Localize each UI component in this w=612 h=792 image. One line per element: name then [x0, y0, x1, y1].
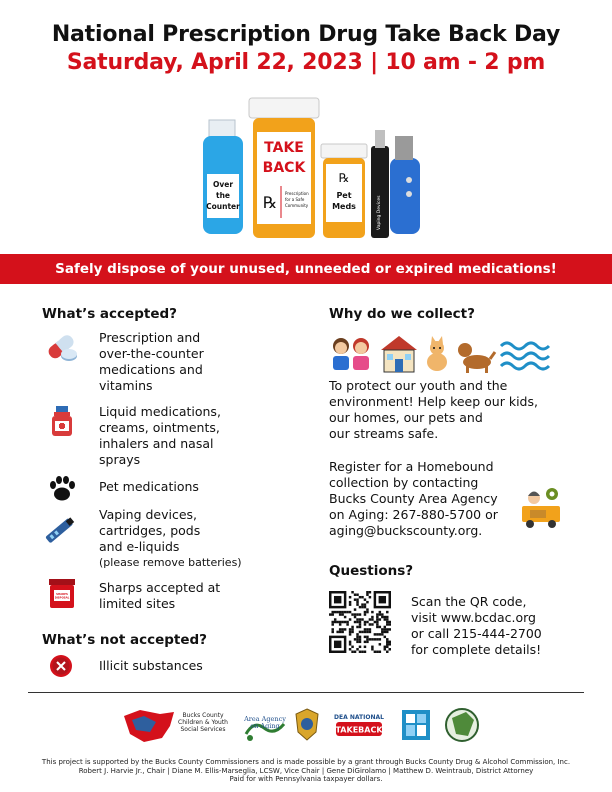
svg-text:℞: ℞ — [262, 193, 278, 212]
kids-icon — [333, 338, 369, 370]
why-text: To protect our youth and the environment! Help keep our kids, our homes, our pets and our streams safe. — [329, 378, 538, 441]
accepted-heading: What’s accepted? — [42, 306, 177, 322]
not-accepted-item-illicit: Illicit substances — [99, 658, 203, 673]
footer-credits: This project is supported by the Bucks County Commissioners and is made possible by a grant through Bucks County Drug & Alcohol Commission, Inc. Robert J. Harvie Jr., Chair | Diane M. Ellis-Marseglia, LCSW, Vice Chair | Gene DiGirolamo | Matthew D. Weintraub, District Attorney Paid for with Pennsylvania taxpayer dollars. — [41, 758, 571, 783]
accepted-item-pet: Pet medications — [99, 479, 199, 494]
bcdac-logo — [400, 708, 432, 742]
pill-capsule-icon — [45, 330, 79, 364]
questions-heading: Questions? — [329, 563, 414, 579]
no-x-circle-icon — [48, 653, 74, 679]
svg-text:Meds: Meds — [332, 202, 356, 211]
liquid-medicine-bottle-icon — [45, 404, 79, 438]
why-heading: Why do we collect? — [329, 306, 475, 322]
svg-text:Pet: Pet — [336, 191, 352, 200]
accepted-item-sharps: Sharps accepted at limited sites — [99, 580, 221, 611]
event-date-time: Saturday, April 22, 2023 | 10 am - 2 pm — [66, 50, 546, 75]
paw-print-icon — [45, 472, 79, 506]
dea-logo-word: DEA NATIONAL — [334, 714, 384, 721]
county-seal-logo — [444, 706, 480, 744]
bucks-county-map-logo — [120, 708, 178, 744]
dea-takeback-logo — [332, 708, 386, 742]
police-badge-logo — [294, 708, 320, 742]
svg-text:the: the — [215, 191, 231, 200]
dog-icon — [458, 343, 495, 373]
footer-divider — [28, 692, 584, 693]
svg-text:Community: Community — [285, 203, 309, 208]
bucks-cys-logo-text: Bucks County Children & Youth Social Services — [178, 712, 228, 733]
why-icons-row — [329, 332, 554, 374]
otc-bottle-icon — [203, 120, 243, 234]
accepted-item-rx: Prescription and over-the-counter medications and vitamins — [99, 330, 204, 393]
cat-icon — [427, 336, 447, 371]
disposal-banner: Safely dispose of your unused, unneeded or expired medications! — [0, 254, 612, 284]
otc-label-line: Over — [212, 180, 234, 189]
homebound-text: Register for a Homebound collection by contacting Bucks County Area Agency on Aging: 267-880-5700 or aging@buckscounty.org. — [329, 459, 498, 538]
takeback-word-1: TAKE — [264, 140, 304, 156]
vape-pen-icon — [40, 510, 80, 550]
accepted-item-liquid: Liquid medications, creams, ointments, inhalers and nasal sprays — [99, 404, 221, 467]
takeback-word-2: BACK — [262, 160, 306, 176]
water-waves-icon — [501, 343, 549, 369]
svg-text:℞: ℞ — [338, 171, 350, 185]
svg-text:DISPOSAL: DISPOSAL — [54, 596, 70, 600]
hero-illustration — [195, 88, 435, 248]
questions-text: Scan the QR code, visit www.bcdac.org or call 215-444-2700 for complete details! — [411, 594, 542, 657]
takeback-logo-word: TAKEBACK — [335, 725, 383, 735]
svg-text:Vaping Devices: Vaping Devices — [377, 195, 382, 230]
qr-code-icon[interactable] — [329, 591, 391, 653]
svg-text:for a Safe: for a Safe — [285, 197, 305, 202]
house-icon — [381, 336, 417, 372]
area-agency-logo-text: Area Agency on Aging — [244, 715, 286, 730]
svg-text:Counter: Counter — [206, 202, 240, 211]
delivery-truck-icon — [518, 486, 566, 530]
svg-text:Prescription: Prescription — [285, 191, 309, 196]
not-accepted-heading: What’s not accepted? — [42, 632, 208, 648]
accepted-item-vape: Vaping devices, cartridges, pods and e-liquids (please remove batteries) — [99, 507, 242, 569]
svg-text:SHARPS: SHARPS — [56, 593, 68, 596]
sharps-container-icon — [45, 576, 79, 610]
page-title: National Prescription Drug Take Back Day — [51, 22, 561, 47]
